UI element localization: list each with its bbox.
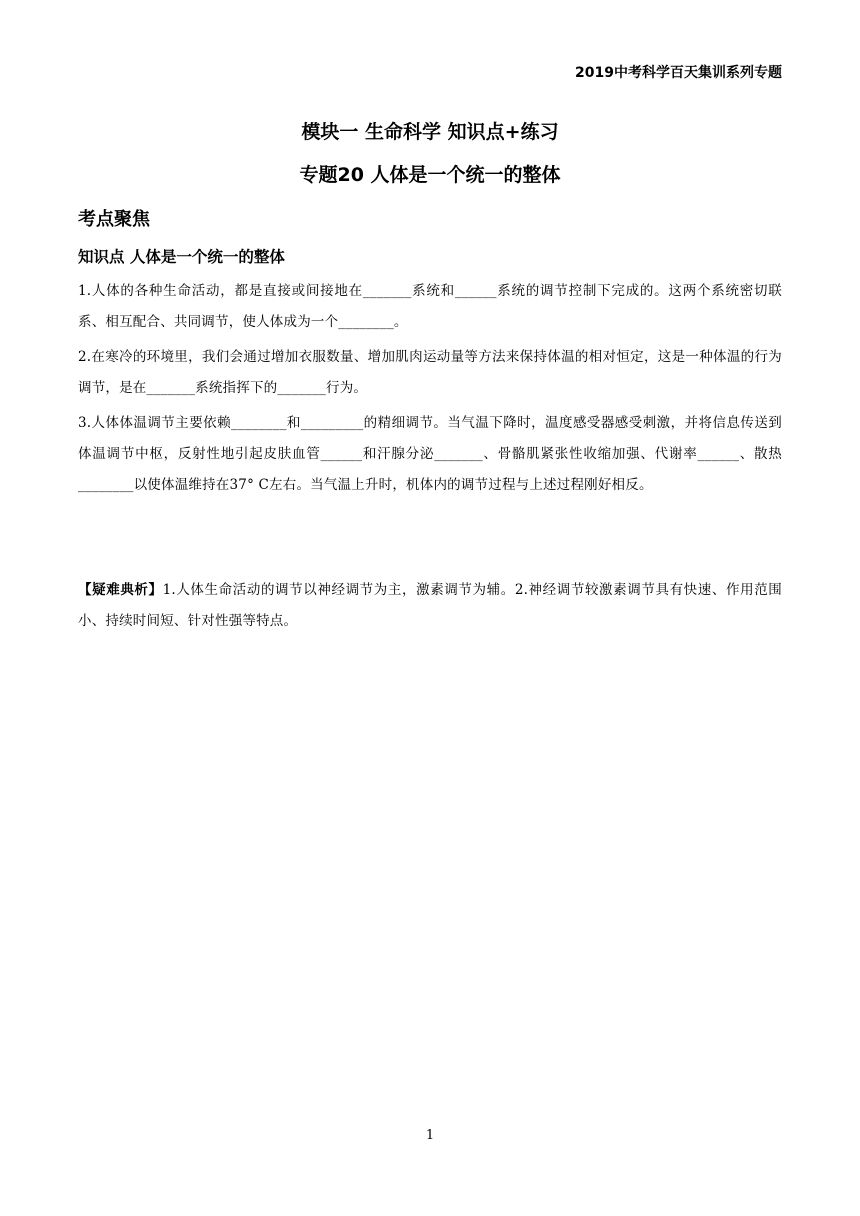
topic-title: 专题20 人体是一个统一的整体 bbox=[299, 164, 561, 186]
module-title: 模块一 生命科学 知识点+练习 bbox=[301, 121, 559, 143]
section-heading: 考点聚焦 bbox=[78, 209, 150, 230]
series-header: 2019中考科学百天集训系列专题 bbox=[575, 65, 782, 81]
item-1: 1.人体的各种生命活动，都是直接或间接地在_______系统和______系统的调节控制下完成的。这两个系统密切联系、相互配合、共同调节，使人体成为一个________。 bbox=[78, 283, 782, 330]
analysis-label: 【疑难典析】 bbox=[78, 582, 163, 598]
analysis-text: 1.人体生命活动的调节以神经调节为主，激素调节为辅。2.神经调节较激素调节具有快速、作用范围小、持续时间短、针对性强等特点。 bbox=[78, 582, 783, 629]
analysis-paragraph bbox=[78, 575, 782, 637]
page-number: 1 bbox=[425, 1128, 435, 1143]
knowledge-point-heading: 知识点 人体是一个统一的整体 bbox=[78, 248, 285, 266]
item-3: 3.人体体温调节主要依赖________和_________的精细调节。当气温下降时，温度感受器感受刺激，并将信息传送到体温调节中枢，反射性地引起皮肤血管______和汗腺分泌_______、骨骼肌紧张性收缩加强、代谢率______、散热________以使体温维持在37° C左右。当气温上升时，机体内的调节过程与上述过程刚好相反。 bbox=[78, 415, 782, 493]
item-2: 2.在寒冷的环境里，我们会通过增加衣服数量、增加肌肉运动量等方法来保持体温的相对恒定，这是一种体温的行为调节，是在_______系统指挥下的_______行为。 bbox=[78, 349, 782, 396]
